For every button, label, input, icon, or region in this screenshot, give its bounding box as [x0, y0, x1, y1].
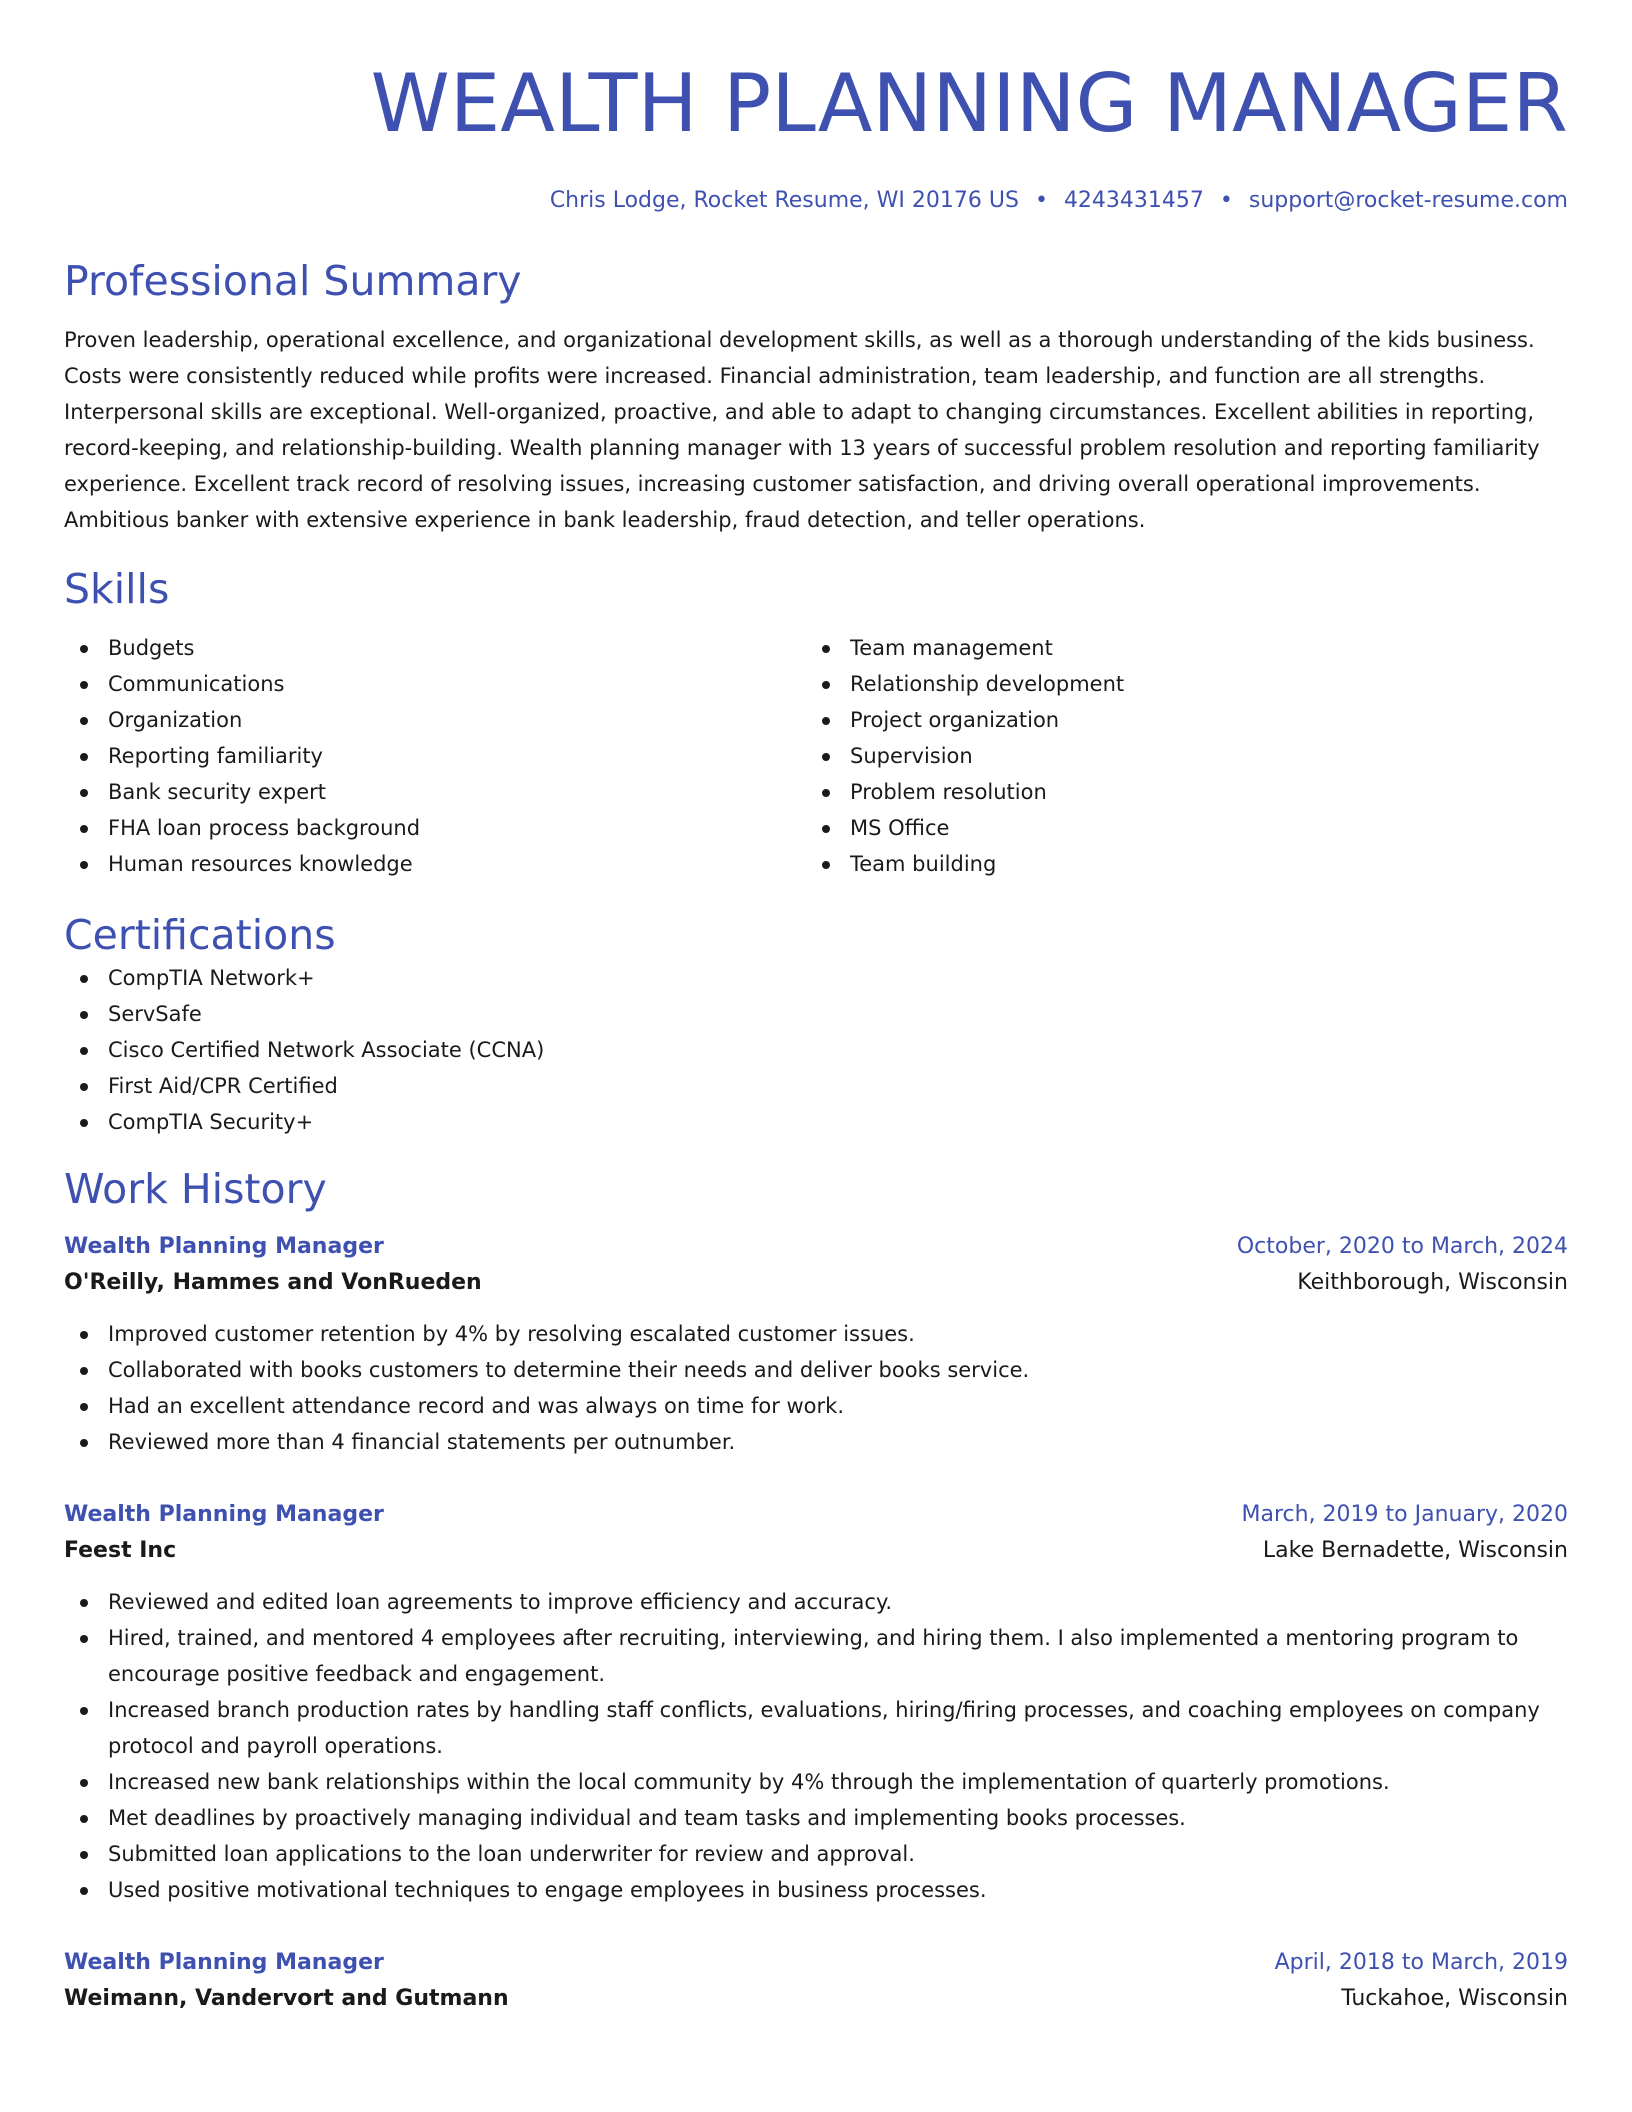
- job-bullet: Improved customer retention by 4% by resolving escalated customer issues.: [64, 1316, 1568, 1352]
- skill-item: Team management: [806, 630, 1548, 666]
- certification-item: ServSafe: [64, 996, 1568, 1032]
- contact-separator: •: [1219, 188, 1233, 213]
- certification-item: CompTIA Network+: [64, 960, 1568, 996]
- job-dates: October, 2020 to March, 2024: [1236, 1234, 1568, 1259]
- job-dates: April, 2018 to March, 2019: [1274, 1950, 1568, 1975]
- skill-item: Problem resolution: [806, 774, 1548, 810]
- job-bullet: Increased branch production rates by handling staff conflicts, evaluations, hiring/firing processes, and coaching employees on company protocol and payroll operations.: [64, 1692, 1568, 1764]
- job-entry: [64, 1946, 1568, 2018]
- resume-title: WEALTH PLANNING MANAGER: [370, 57, 1568, 150]
- contact-email[interactable]: support@rocket-resume.com: [1248, 188, 1568, 213]
- job-entry: [64, 1498, 1568, 1908]
- job-entry: [64, 1230, 1568, 1460]
- certification-item: CompTIA Security+: [64, 1104, 1568, 1140]
- job-bullet: Met deadlines by proactively managing individual and team tasks and implementing books processes.: [64, 1800, 1568, 1836]
- skill-item: MS Office: [806, 810, 1548, 846]
- certifications-list: [64, 960, 1568, 1140]
- contact-separator: •: [1034, 188, 1048, 213]
- job-title: Wealth Planning Manager: [64, 1502, 384, 1527]
- job-company: Weimann, Vandervort and Gutmann: [64, 1986, 509, 2011]
- skill-item: Communications: [64, 666, 806, 702]
- job-location: Tuckahoe, Wisconsin: [1341, 1986, 1568, 2011]
- job-company: Feest Inc: [64, 1538, 177, 1563]
- job-company-row: [64, 1264, 1568, 1302]
- contact-phone: 4243431457: [1063, 188, 1204, 213]
- skill-item: Project organization: [806, 702, 1548, 738]
- job-bullet: Reviewed and edited loan agreements to improve efficiency and accuracy.: [64, 1584, 1568, 1620]
- job-title: Wealth Planning Manager: [64, 1234, 384, 1259]
- job-company: O'Reilly, Hammes and VonRueden: [64, 1270, 482, 1295]
- contact-line: [64, 186, 1568, 216]
- skill-item: Team building: [806, 846, 1548, 882]
- skill-item: Organization: [64, 702, 806, 738]
- skills-heading: Skills: [64, 565, 170, 613]
- job-bullets: [64, 1584, 1568, 1908]
- summary-text: Proven leadership, operational excellence, and organizational development skills, as well as a thorough understanding of the kids business. Costs were consistently reduced while profits were increased. Financial administration, team leadership, and function are all strengths. Interpersonal skills are exceptional. Well-organized, proactive, and able to adapt to changing circumstances. Excellent abilities in reporting, record-keeping, and relationship-building. Wealth planning manager with 13 years of successful problem resolution and reporting familiarity experience. Excellent track record of resolving issues, increasing customer satisfaction, and driving overall operational improvements. Ambitious banker with extensive experience in bank leadership, fraud detection, and teller operations.: [64, 328, 1540, 532]
- skills-columns: [64, 630, 1568, 882]
- job-title: Wealth Planning Manager: [64, 1950, 384, 1975]
- skill-item: Relationship development: [806, 666, 1548, 702]
- skill-item: FHA loan process background: [64, 810, 806, 846]
- job-bullet: Had an excellent attendance record and was always on time for work.: [64, 1388, 1568, 1424]
- certification-item: Cisco Certified Network Associate (CCNA): [64, 1032, 1568, 1068]
- job-bullet: Reviewed more than 4 financial statements per outnumber.: [64, 1424, 1568, 1460]
- job-bullet: Increased new bank relationships within the local community by 4% through the implementation of quarterly promotions.: [64, 1764, 1568, 1800]
- summary-heading: Professional Summary: [64, 257, 522, 305]
- job-bullet: Used positive motivational techniques to engage employees in business processes.: [64, 1872, 1568, 1908]
- job-header-row: [64, 1498, 1568, 1532]
- skill-item: Bank security expert: [64, 774, 806, 810]
- job-company-row: [64, 1532, 1568, 1570]
- job-bullet: Submitted loan applications to the loan underwriter for review and approval.: [64, 1836, 1568, 1872]
- skill-item: Reporting familiarity: [64, 738, 806, 774]
- job-bullet: Collaborated with books customers to determine their needs and deliver books service.: [64, 1352, 1568, 1388]
- job-header-row: [64, 1230, 1568, 1264]
- job-location: Keithborough, Wisconsin: [1297, 1270, 1568, 1295]
- skill-item: Human resources knowledge: [64, 846, 806, 882]
- certification-item: First Aid/CPR Certified: [64, 1068, 1568, 1104]
- certifications-heading: Certifications: [64, 911, 336, 959]
- skills-list-left: [64, 630, 806, 882]
- contact-address: Chris Lodge, Rocket Resume, WI 20176 US: [549, 188, 1019, 213]
- work-history-heading: Work History: [64, 1165, 327, 1213]
- job-company-row: [64, 1980, 1568, 2018]
- job-bullets: [64, 1316, 1568, 1460]
- job-bullet: Hired, trained, and mentored 4 employees after recruiting, interviewing, and hiring them. I also implemented a mentoring program to encourage positive feedback and engagement.: [64, 1620, 1568, 1692]
- skill-item: Budgets: [64, 630, 806, 666]
- resume-page: [64, 0, 1568, 2018]
- skills-list-right: [806, 630, 1548, 882]
- job-dates: March, 2019 to January, 2020: [1241, 1502, 1568, 1527]
- skill-item: Supervision: [806, 738, 1548, 774]
- job-header-row: [64, 1946, 1568, 1980]
- job-location: Lake Bernadette, Wisconsin: [1262, 1538, 1568, 1563]
